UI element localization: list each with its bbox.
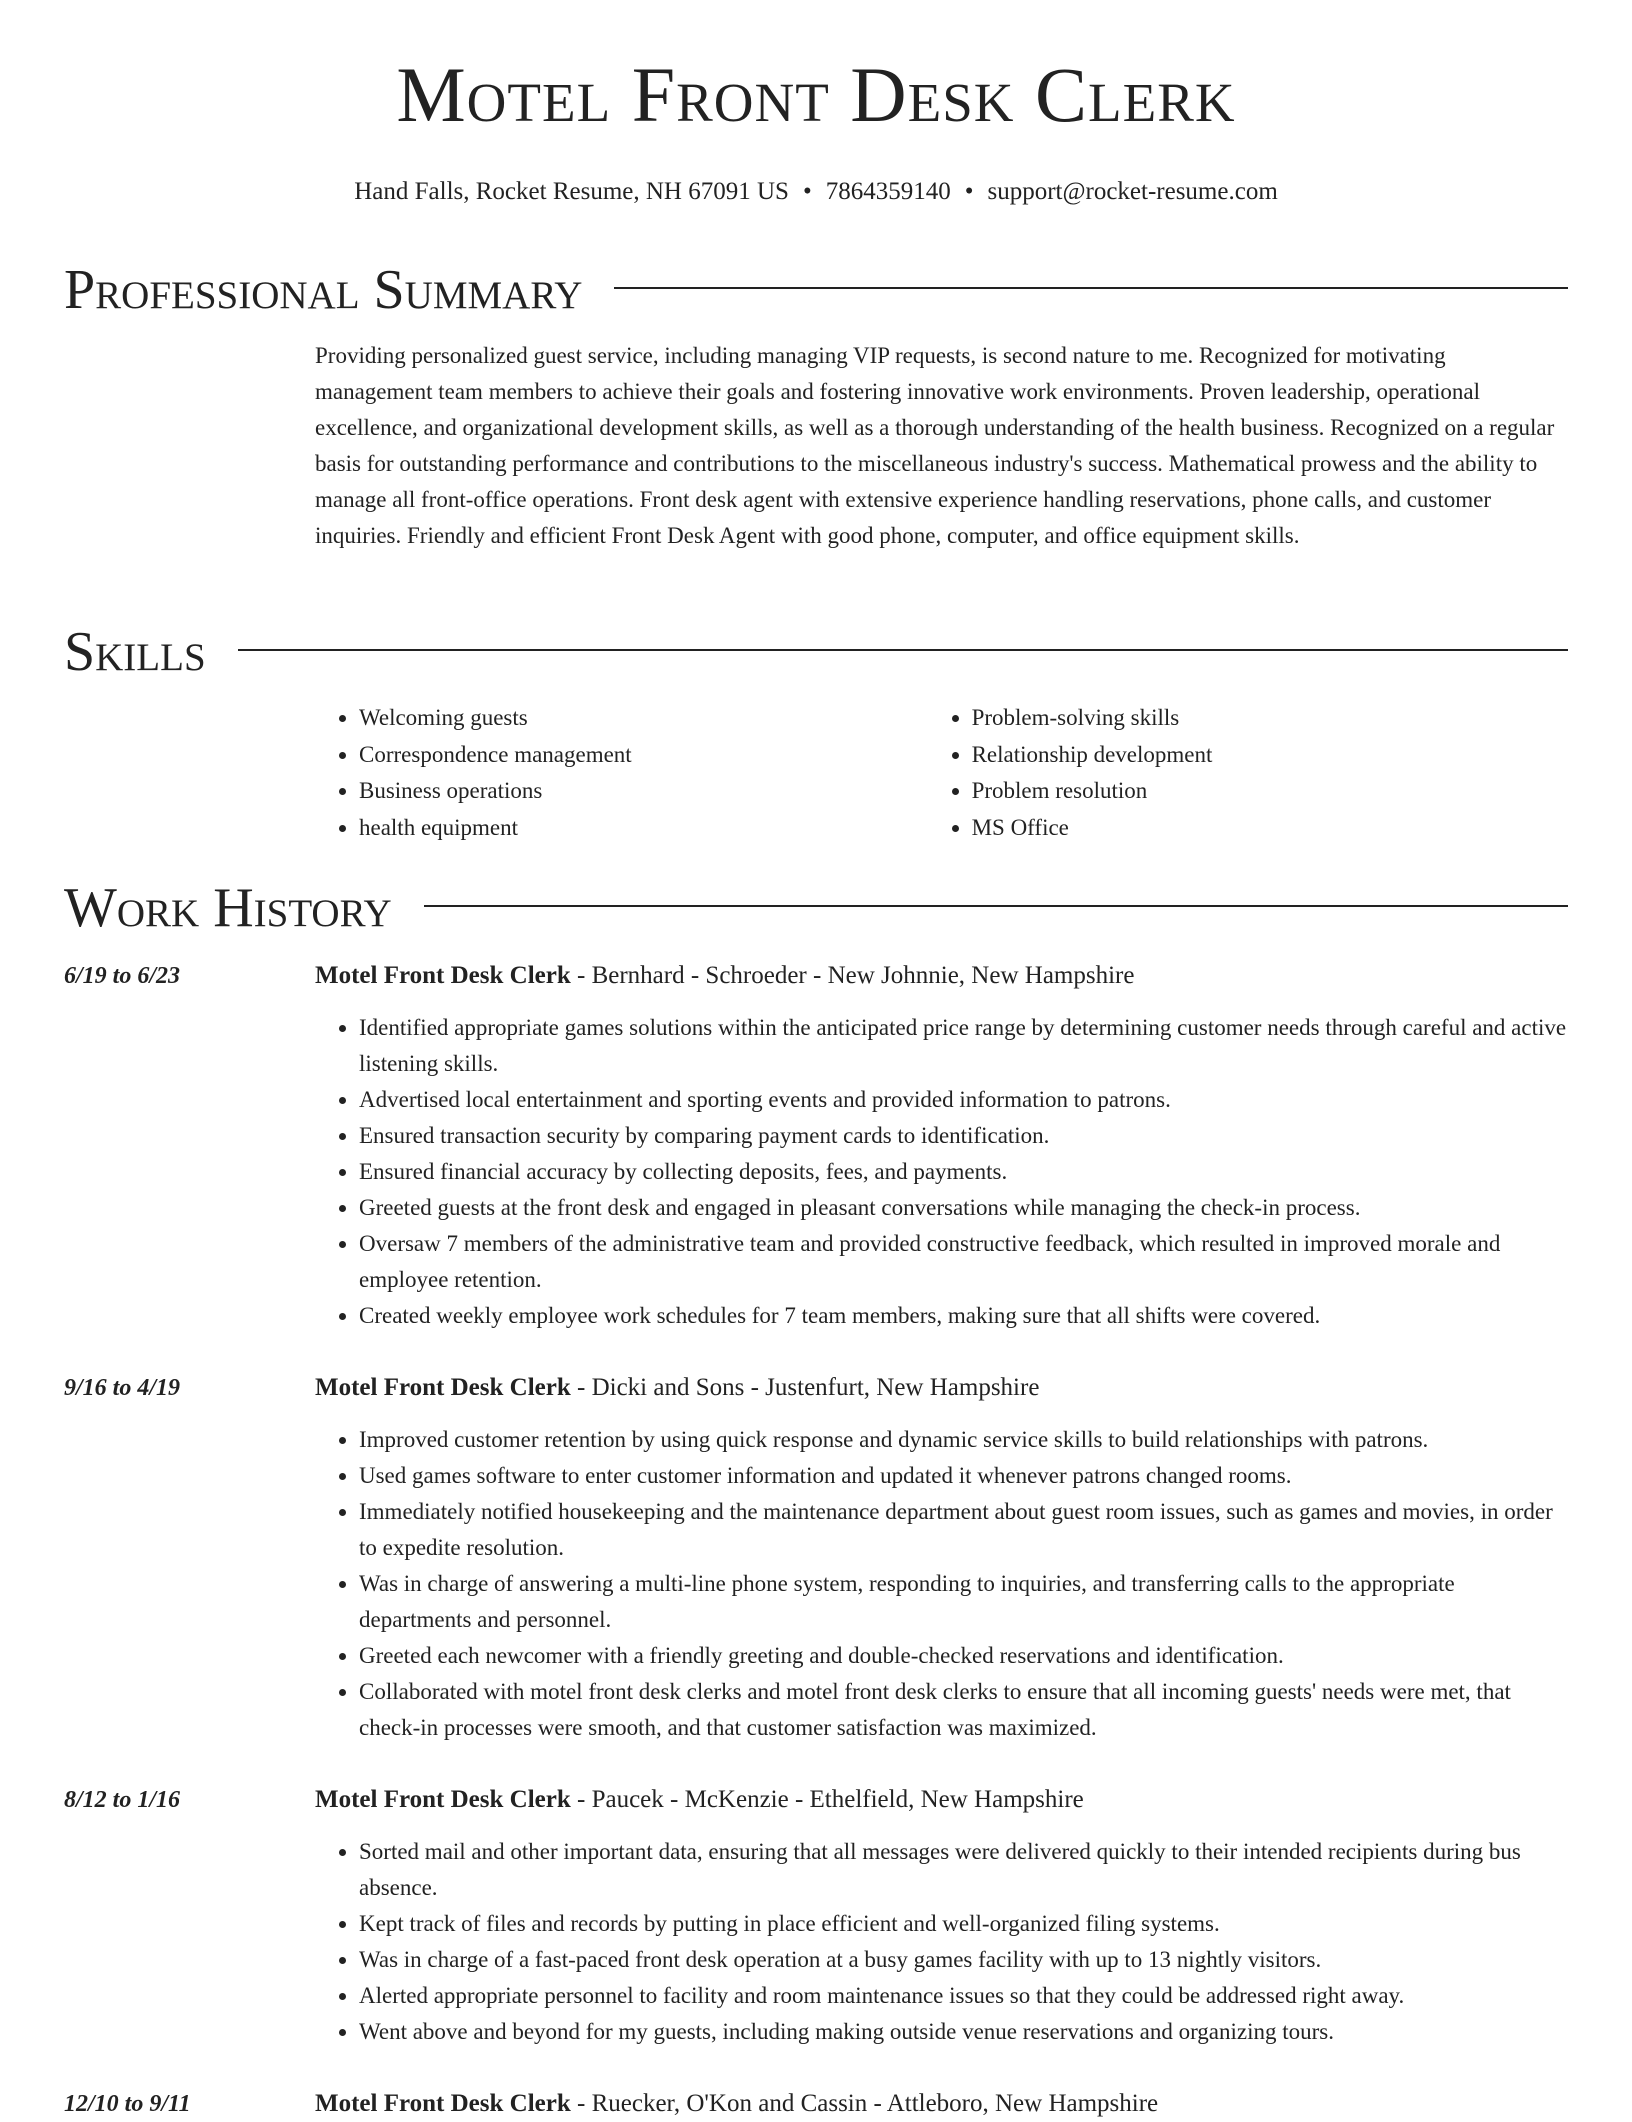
job-employer: - Ruecker, O'Kon and Cassin - Attleboro, New Hampshire	[570, 2090, 1159, 2117]
job-title: Motel Front Desk Clerk	[315, 1374, 571, 1401]
list-item: • Went above and beyond for my guests, including making outside venue reservations and organizing tours.	[359, 2014, 1568, 2050]
job-employer: - Bernhard - Schroeder - New Johnnie, New Hampshire	[570, 962, 1135, 989]
skill-item: • Problem resolution	[972, 773, 1568, 810]
contact-separator: •	[964, 178, 974, 205]
job-dates: 8/12 to 1/16	[64, 1787, 181, 1813]
work-title: Work History	[64, 877, 392, 939]
job-title-line	[315, 1782, 1568, 1818]
list-item: • Was in charge of answering a multi-line phone system, responding to inquiries, and transferring calls to the appropriate departments and personnel.	[359, 1566, 1568, 1638]
skill-item: • Relationship development	[972, 737, 1568, 774]
list-item: • Ensured financial accuracy by collecting deposits, fees, and payments.	[359, 1154, 1568, 1190]
section-divider	[424, 905, 1568, 907]
skill-item: • Welcoming guests	[359, 700, 928, 737]
skills-list	[315, 700, 1568, 846]
phone: 7864359140	[825, 178, 951, 205]
skill-item: • health equipment	[359, 810, 928, 847]
list-item: • Ensured transaction security by comparing payment cards to identification.	[359, 1118, 1568, 1154]
job-title: Motel Front Desk Clerk	[315, 1786, 571, 1813]
summary-text: Providing personalized guest service, including managing VIP requests, is second nature to me. Recognized for motivating management team members to achieve their goals and fostering innovative work environments. Proven leadership, operational excellence, and organizational development skills, as well as a thorough understanding of the health business. Recognized on a regular basis for outstanding performance and contributions to the miscellaneous industry's success. Mathematical prowess and the ability to manage all front-office operations. Front desk agent with extensive experience handling reservations, phone calls, and customer inquiries. Friendly and efficient Front Desk Agent with good phone, computer, and office equipment skills.	[315, 343, 1555, 548]
skills-column-left	[315, 700, 928, 846]
skill-item: • Correspondence management	[359, 737, 928, 774]
section-divider	[614, 287, 1568, 289]
list-item: • Greeted each newcomer with a friendly greeting and double-checked reservations and identification.	[359, 1638, 1568, 1674]
job-bullets	[315, 1834, 1568, 2050]
summary-title: Professional Summary	[64, 259, 583, 321]
list-item: • Sorted mail and other important data, ensuring that all messages were delivered quickly to their intended recipients during bus absence.	[359, 1834, 1568, 1906]
skills-title: Skills	[64, 621, 206, 683]
address: Hand Falls, Rocket Resume, NH 67091 US	[354, 178, 789, 205]
list-item: • Greeted guests at the front desk and engaged in pleasant conversations while managing the check-in process.	[359, 1190, 1568, 1226]
list-item: • Oversaw 7 members of the administrative team and provided constructive feedback, which resulted in improved morale and employee retention.	[359, 1226, 1568, 1298]
skills-heading	[64, 621, 1568, 683]
contact-line	[64, 176, 1568, 208]
job-employer: - Paucek - McKenzie - Ethelfield, New Hampshire	[570, 1786, 1084, 1813]
contact-separator: •	[802, 178, 812, 205]
job-bullets	[315, 1422, 1568, 1746]
summary-heading	[64, 259, 1568, 321]
list-item: • Advertised local entertainment and sporting events and provided information to patrons.	[359, 1082, 1568, 1118]
job-title-line	[315, 2086, 1568, 2122]
job-title: Motel Front Desk Clerk	[315, 2090, 571, 2117]
list-item: • Used games software to enter customer information and updated it whenever patrons changed rooms.	[359, 1458, 1568, 1494]
list-item: • Alerted appropriate personnel to facility and room maintenance issues so that they could be addressed right away.	[359, 1978, 1568, 2014]
list-item: • Immediately notified housekeeping and the maintenance department about guest room issues, such as games and movies, in order to expedite resolution.	[359, 1494, 1568, 1566]
skill-item: • Problem-solving skills	[972, 700, 1568, 737]
list-item: • Kept track of files and records by putting in place efficient and well-organized filing systems.	[359, 1906, 1568, 1942]
list-item: • Identified appropriate games solutions within the anticipated price range by determining customer needs through careful and active listening skills.	[359, 1010, 1568, 1082]
list-item: • Improved customer retention by using quick response and dynamic service skills to build relationships with patrons.	[359, 1422, 1568, 1458]
list-item: • Created weekly employee work schedules for 7 team members, making sure that all shifts were covered.	[359, 1298, 1568, 1334]
job-bullets	[315, 1010, 1568, 1334]
job-dates: 12/10 to 9/11	[64, 2091, 191, 2117]
job-title-line	[315, 958, 1568, 994]
job-title-line	[315, 1370, 1568, 1406]
list-item: • Was in charge of a fast-paced front desk operation at a busy games facility with up to 13 nightly visitors.	[359, 1942, 1568, 1978]
work-heading	[64, 877, 1568, 939]
email: support@rocket-resume.com	[987, 178, 1278, 205]
skills-column-right	[928, 700, 1568, 846]
skill-item: • MS Office	[972, 810, 1568, 847]
job-dates: 9/16 to 4/19	[64, 1375, 181, 1401]
candidate-name: Motel Front Desk Clerk	[396, 51, 1236, 138]
job-title: Motel Front Desk Clerk	[315, 962, 571, 989]
skill-item: • Business operations	[359, 773, 928, 810]
section-divider	[238, 649, 1568, 651]
job-dates: 6/19 to 6/23	[64, 963, 181, 989]
list-item: • Collaborated with motel front desk clerks and motel front desk clerks to ensure that all incoming guests' needs were met, that check-in processes were smooth, and that customer satisfaction was maximized.	[359, 1674, 1568, 1746]
job-employer: - Dicki and Sons - Justenfurt, New Hampshire	[570, 1374, 1040, 1401]
